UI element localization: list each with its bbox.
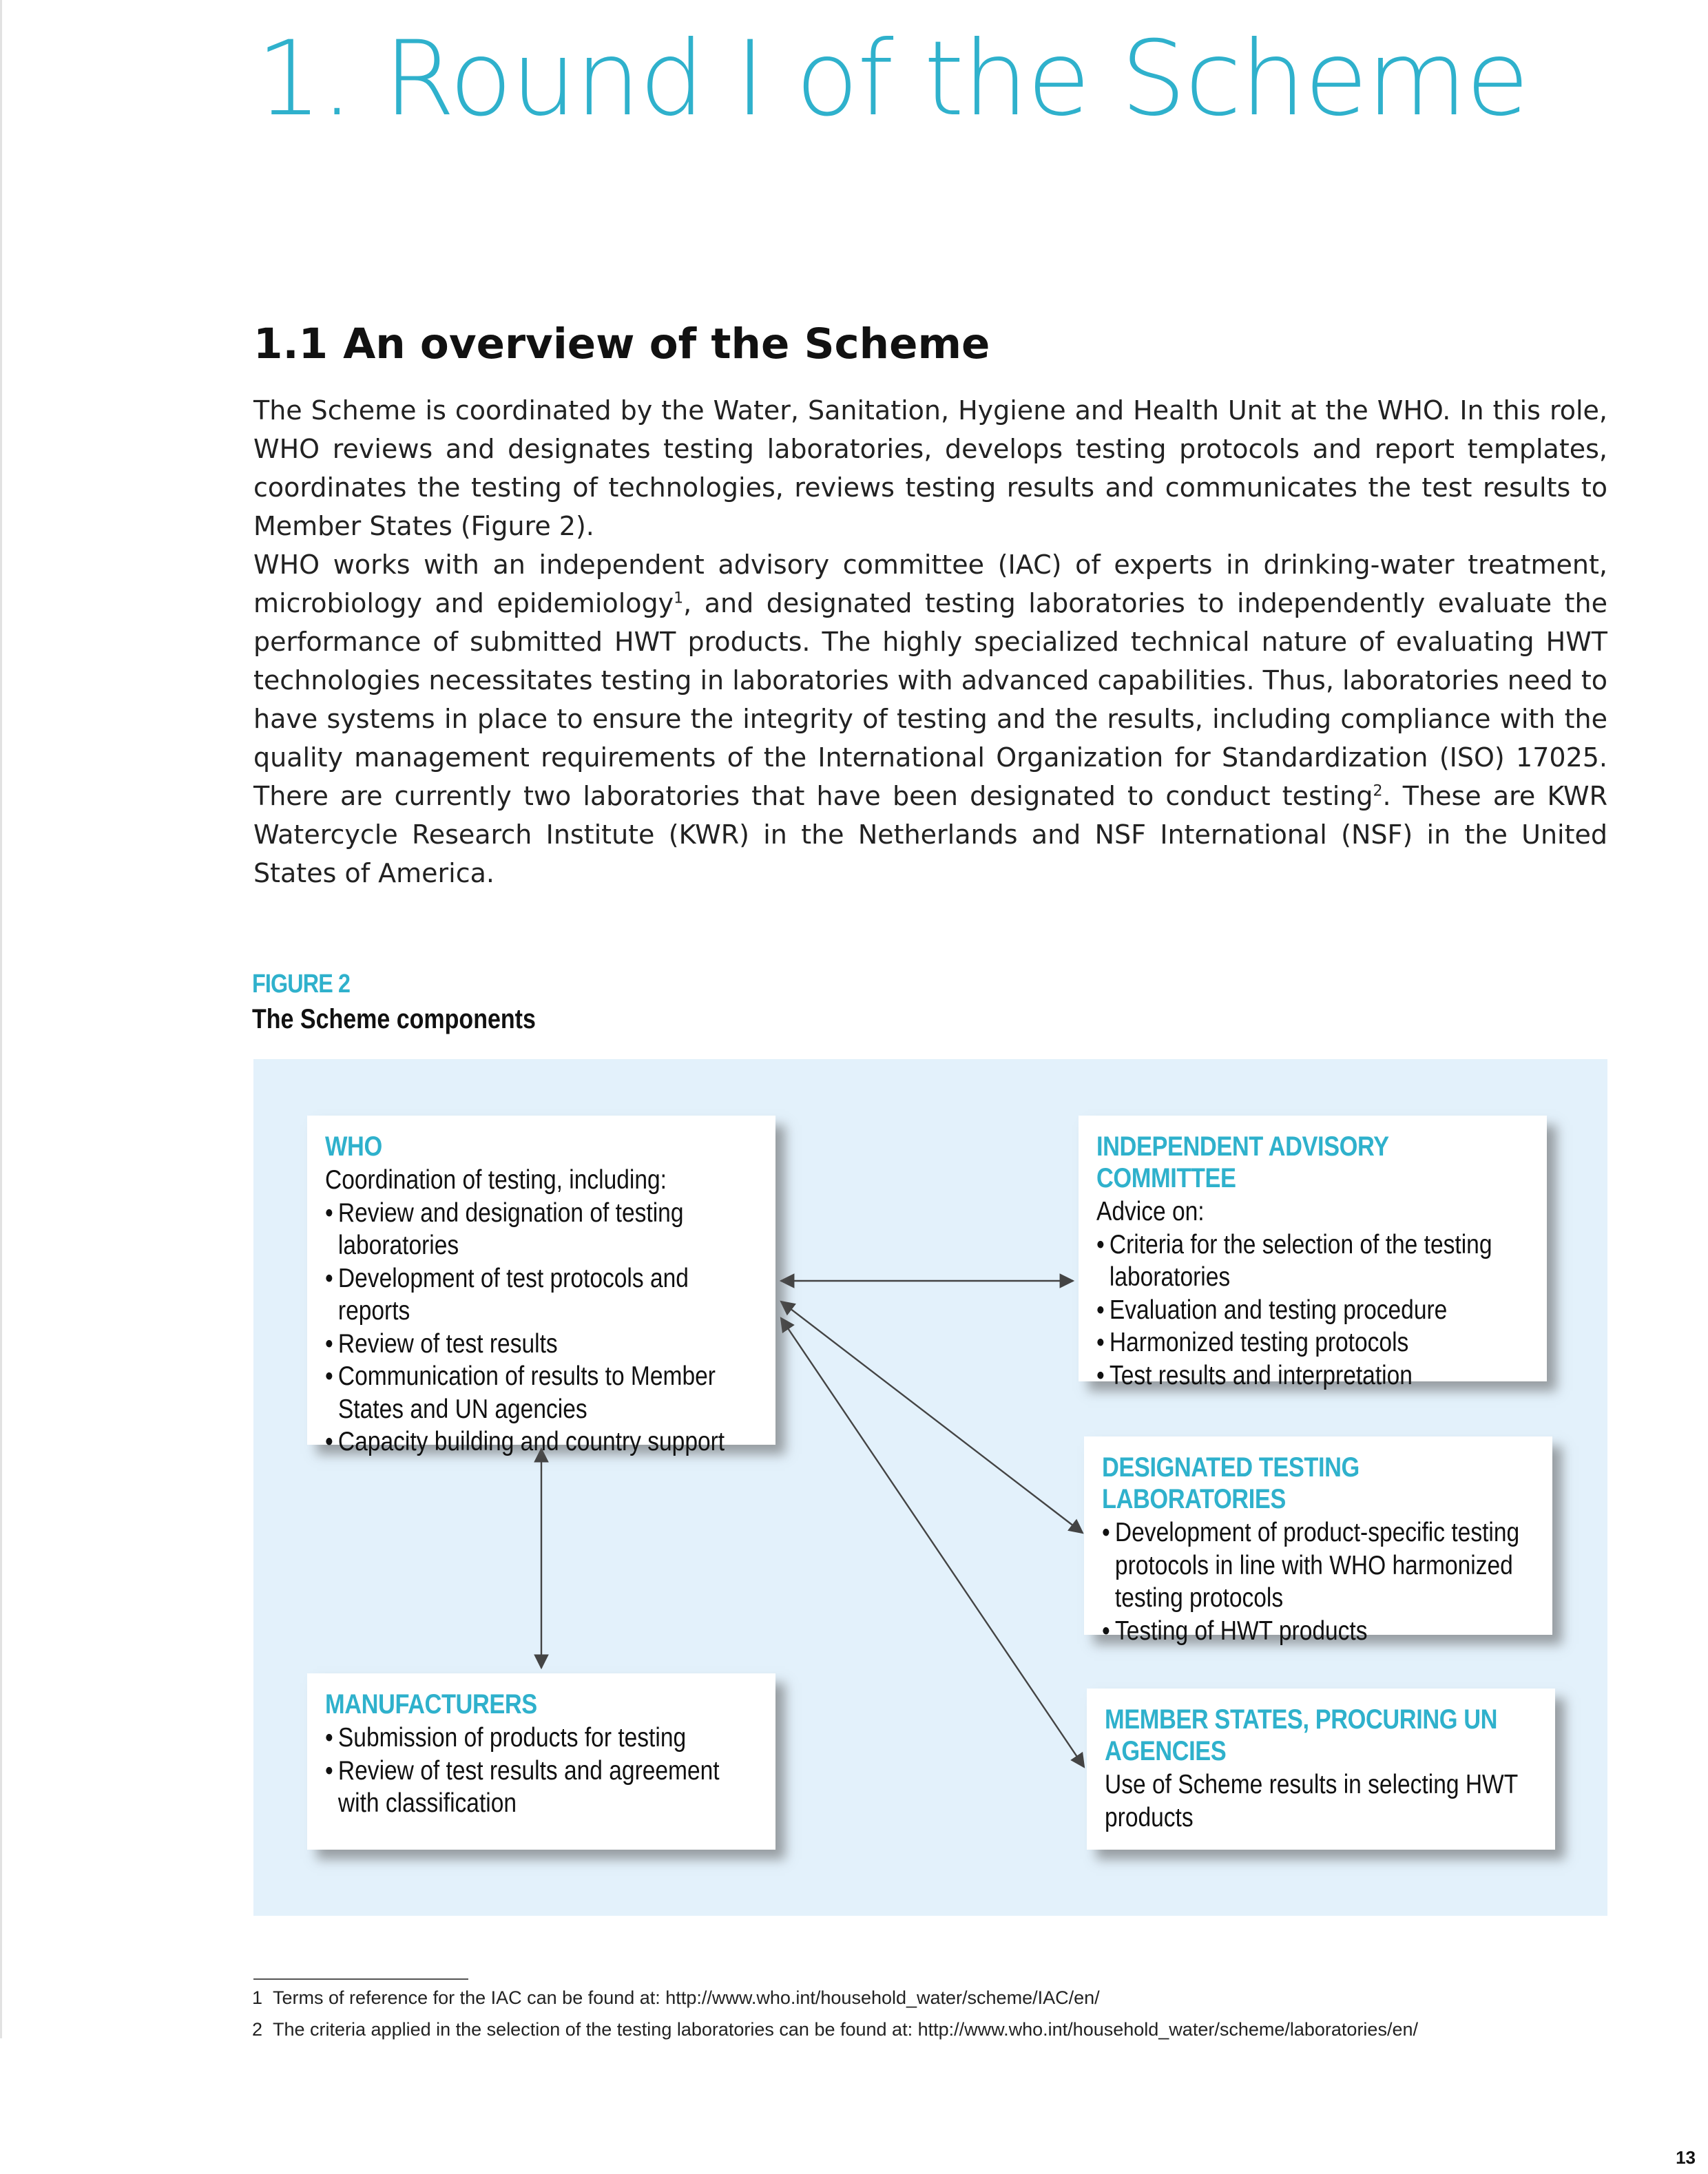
arrow-who-member-states xyxy=(781,1318,1084,1767)
iac-list xyxy=(1096,1229,1528,1392)
who-box xyxy=(307,1116,775,1456)
testing-labs-heading: DESIGNATED TESTING LABORATORIES xyxy=(1102,1452,1360,1514)
section-heading xyxy=(253,317,990,372)
figure-title: The Scheme components xyxy=(252,1004,536,1034)
paragraph-2-part-b: , and designated testing laboratories to independently evaluate the performance of submitted HWT products. The highly specialized technical nature of evaluating HWT technologies necessitates testing in laboratories with advanced capabilities. Thus, laboratories need to have systems in place to ensure the integrity of testing and the results, including compliance with the quality management requirements of the International Organization for Standardization (ISO) 17025. There are currently two laboratories that have been designated to conduct testing xyxy=(253,588,1607,811)
figure-label: FIGURE 2 xyxy=(252,970,351,999)
iac-heading: INDEPENDENT ADVISORY COMMITTEE xyxy=(1096,1131,1389,1193)
manufacturers-box xyxy=(307,1673,775,1850)
who-item: • Communication of results to Member States and UN agencies xyxy=(325,1360,756,1425)
scheme-components-diagram xyxy=(253,1059,1607,1916)
who-intro: Coordination of testing, including: xyxy=(325,1165,667,1195)
paragraph-2-part-a: WHO works with an independent advisory committee (IAC) of experts in drinking-water treatment, microbiology and epidemiology xyxy=(253,550,1607,618)
paragraph-2-part-c: . These are KWR Watercycle Research Institute (KWR) in the Netherlands and NSF International (NSF) in the United States of America. xyxy=(253,781,1608,888)
footnote-divider xyxy=(253,1978,468,1980)
iac-item: • Test results and interpretation xyxy=(1096,1359,1528,1392)
page-number: 13 xyxy=(1676,2147,1696,2168)
manufacturers-heading: MANUFACTURERS xyxy=(325,1689,537,1720)
iac-item: • Evaluation and testing procedure xyxy=(1096,1294,1528,1327)
iac-item: • Criteria for the selection of the testing laboratories xyxy=(1096,1229,1528,1294)
testing-labs-box xyxy=(1084,1436,1552,1646)
footnote-number: 1 xyxy=(252,1987,263,2008)
who-item: • Development of test protocols and reports xyxy=(325,1262,756,1328)
member-states-text: Use of Scheme results in selecting HWT products xyxy=(1105,1770,1518,1832)
footnote-ref-1[interactable]: 1 xyxy=(674,589,684,607)
who-list xyxy=(325,1197,756,1459)
footnote-text: The criteria applied in the selection of the testing laboratories can be found at: http://www.who.int/household_water/scheme/laboratories/en/ xyxy=(273,2019,1418,2040)
testing-labs-list xyxy=(1102,1516,1533,1647)
paragraph-1: The Scheme is coordinated by the Water, Sanitation, Hygiene and Health Unit at the WHO. In this role, WHO reviews and designates testing laboratories, develops testing protocols and report templates, coordinates the testing of technologies, reviews testing results and communicates the test results to Member States (Figure 2). xyxy=(253,395,1607,541)
manufacturers-item: • Submission of products for testing xyxy=(325,1722,756,1755)
chapter-title: 1. Round I of the Scheme xyxy=(256,19,1528,139)
testing-labs-item: • Development of product-specific testing protocols in line with WHO harmonized testing protocols xyxy=(1102,1516,1533,1615)
who-heading: WHO xyxy=(325,1131,382,1162)
footnote-2 xyxy=(252,2018,1418,2041)
member-states-heading: MEMBER STATES, PROCURING UN AGENCIES xyxy=(1105,1704,1498,1766)
testing-labs-item: • Testing of HWT products xyxy=(1102,1615,1533,1648)
iac-item: • Harmonized testing protocols xyxy=(1096,1326,1528,1359)
who-item: • Review and designation of testing laboratories xyxy=(325,1197,756,1262)
manufacturers-list xyxy=(325,1722,756,1820)
who-item: • Capacity building and country support xyxy=(325,1425,756,1459)
footnote-number: 2 xyxy=(252,2019,263,2040)
page-edge-rule xyxy=(0,0,2,2038)
who-item: • Review of test results xyxy=(325,1328,756,1361)
footnote-text: Terms of reference for the IAC can be found at: http://www.who.int/household_water/scheme/IAC/en/ xyxy=(273,1987,1100,2008)
arrow-who-dtl xyxy=(781,1302,1083,1533)
member-states-box xyxy=(1087,1689,1555,1850)
iac-intro: Advice on: xyxy=(1096,1197,1205,1226)
footnote-ref-2[interactable]: 2 xyxy=(1373,782,1383,800)
iac-box xyxy=(1079,1116,1547,1390)
manufacturers-item: • Review of test results and agreement with classification xyxy=(325,1755,756,1820)
footnote-1 xyxy=(252,1986,1100,2009)
section-title: An overview of the Scheme xyxy=(343,320,990,368)
section-number: 1.1 xyxy=(253,320,329,368)
paragraph-2 xyxy=(253,545,1607,892)
